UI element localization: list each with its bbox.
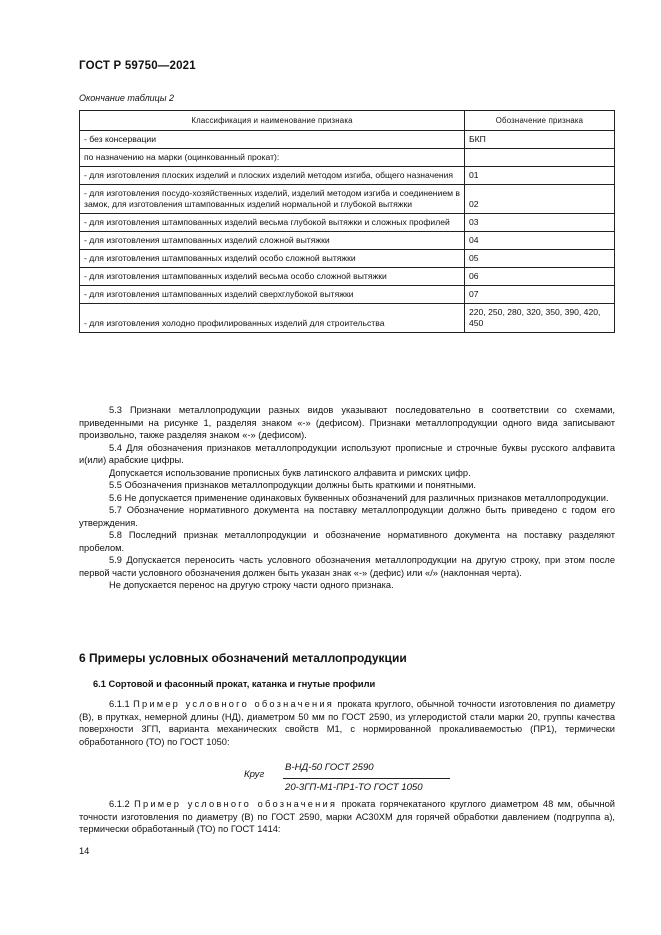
table-row xyxy=(80,149,615,167)
paragraph-5-4-note: Допускается использование прописных букв латинского алфавита и римских цифр. xyxy=(109,467,471,478)
paragraph-5-6: 5.6 Не допускается применение одинаковых буквенных обозначений для различных признаков металлопродукции. xyxy=(109,492,609,503)
table-row xyxy=(80,167,615,185)
table-caption: Окончание таблицы 2 xyxy=(79,93,174,103)
paragraph-6-1-1 xyxy=(79,698,615,748)
paragraph-6-1-2 xyxy=(79,798,615,836)
table-row xyxy=(80,268,615,286)
formula-numerator: В-НД-50 ГОСТ 2590 xyxy=(285,762,374,773)
row-name: - для изготовления штампованных изделий особо сложной вытяжки xyxy=(80,250,465,268)
table-header-row xyxy=(80,111,615,131)
example-heading: Пример условного обозначения xyxy=(133,699,335,709)
row-name: - без консервации xyxy=(80,131,465,149)
section5-body xyxy=(79,404,615,592)
row-code: 04 xyxy=(465,232,615,250)
row-code: 06 xyxy=(465,268,615,286)
example-6-1-2 xyxy=(79,798,615,836)
table-row xyxy=(80,232,615,250)
row-name: по назначению на марки (оцинкованный прокат): xyxy=(80,149,465,167)
classification-table xyxy=(79,110,615,333)
row-name: - для изготовления холодно профилированных изделий для строительства xyxy=(80,304,465,333)
table-row xyxy=(80,250,615,268)
row-name: - для изготовления штампованных изделий весьма особо сложной вытяжки xyxy=(80,268,465,286)
column-header-classification: Классификация и наименование признака xyxy=(80,111,465,131)
row-code: 05 xyxy=(465,250,615,268)
page-number: 14 xyxy=(79,846,90,856)
row-code: 03 xyxy=(465,214,615,232)
paragraph-5-5: 5.5 Обозначения признаков металлопродукции должны быть краткими и понятными. xyxy=(109,480,476,490)
row-code: 01 xyxy=(465,167,615,185)
row-code: 220, 250, 280, 320, 350, 390, 420, 450 xyxy=(465,304,615,333)
row-name: - для изготовления посудо-хозяйственных изделий, изделий методом изгиба и соединением в замок, для изготовления штампованных изделий нормальной и глубокой вытяжки xyxy=(80,185,465,214)
row-name: - для изготовления штампованных изделий весьма глубокой вытяжки и сложных профилей xyxy=(80,214,465,232)
formula-denominator: 20-3ГП-М1-ПР1-ТО ГОСТ 1050 xyxy=(285,782,423,793)
paragraph-number: 6.1.2 xyxy=(109,799,130,809)
paragraph-5-9-note: Не допускается перенос на другую строку части одного признака. xyxy=(109,580,394,590)
table-row xyxy=(80,185,615,214)
fraction-line xyxy=(283,778,450,779)
document-code: ГОСТ Р 59750—2021 xyxy=(79,60,196,72)
paragraph-text: проката круглого, обычной точности изготовления по диаметру (В), в прутках, немерной длины (НД), диаметром 50 мм по ГОСТ 2590, из углеродистой стали марки 20, группы качества поверхности 3ГП, варианта механических свойств М1, с нормированной прокаливаемостью (ПР1), термически обработанного (ТО) по ГОСТ 1050: xyxy=(79,699,615,747)
section-6-title: 6 Примеры условных обозначений металлопродукции xyxy=(79,651,407,665)
paragraph-5-8: 5.8 Последний признак металлопродукции и обозначение нормативного документа на поставку разделяют пробелом. xyxy=(79,530,615,553)
formula-label: Круг xyxy=(244,769,265,780)
table-row xyxy=(80,286,615,304)
column-header-designation: Обозначение признака xyxy=(465,111,615,131)
table-row xyxy=(80,214,615,232)
subsection-6-1-title: 6.1 Сортовой и фасонный прокат, катанка и гнутые профили xyxy=(93,679,376,689)
paragraph-5-4: 5.4 Для обозначения признаков металлопродукции используют прописные и строчные буквы русского алфавита и(или) арабские цифры. xyxy=(79,442,615,465)
row-code: 07 xyxy=(465,286,615,304)
paragraph-text: проката горячекатаного круглого диаметром 48 мм, обычной точности изготовления по диаметру (В) по ГОСТ 2590, марки АС30ХМ для горячей обработки давлением (подгруппа а), термически обработанный (ТО) по ГОСТ 1414: xyxy=(79,799,615,834)
table-row xyxy=(80,131,615,149)
row-code: 02 xyxy=(465,185,615,214)
paragraph-5-7: 5.7 Обозначение нормативного документа на поставку металлопродукции должно быть приведено с годом его утверждения. xyxy=(79,505,615,528)
example-6-1-1 xyxy=(79,698,615,748)
paragraph-number: 6.1.1 xyxy=(109,699,130,709)
table-row xyxy=(80,304,615,333)
paragraph-5-3: 5.3 Признаки металлопродукции разных видов указывают последовательно в соответствии со схемами, приведенными на рисунке 1, разделяя знаком «-» (дефисом). Признаки металлопродукции одного вида записывают произвольно, также разделяя знаком «-» (дефисом). xyxy=(79,405,615,440)
row-name: - для изготовления штампованных изделий сложной вытяжки xyxy=(80,232,465,250)
row-code: БКП xyxy=(465,131,615,149)
paragraph-5-9: 5.9 Допускается переносить часть условного обозначения металлопродукции на другую строку, при этом после первой части условного обозначения должен быть указан знак «-» (дефис) или «/» (наклонная черта). xyxy=(79,555,615,578)
row-code xyxy=(465,149,615,167)
row-name: - для изготовления штампованных изделий сверхглубокой вытяжки xyxy=(80,286,465,304)
row-name: - для изготовления плоских изделий и плоских изделий методом изгиба, общего назначения xyxy=(80,167,465,185)
example-heading: Пример условного обозначения xyxy=(134,799,338,809)
